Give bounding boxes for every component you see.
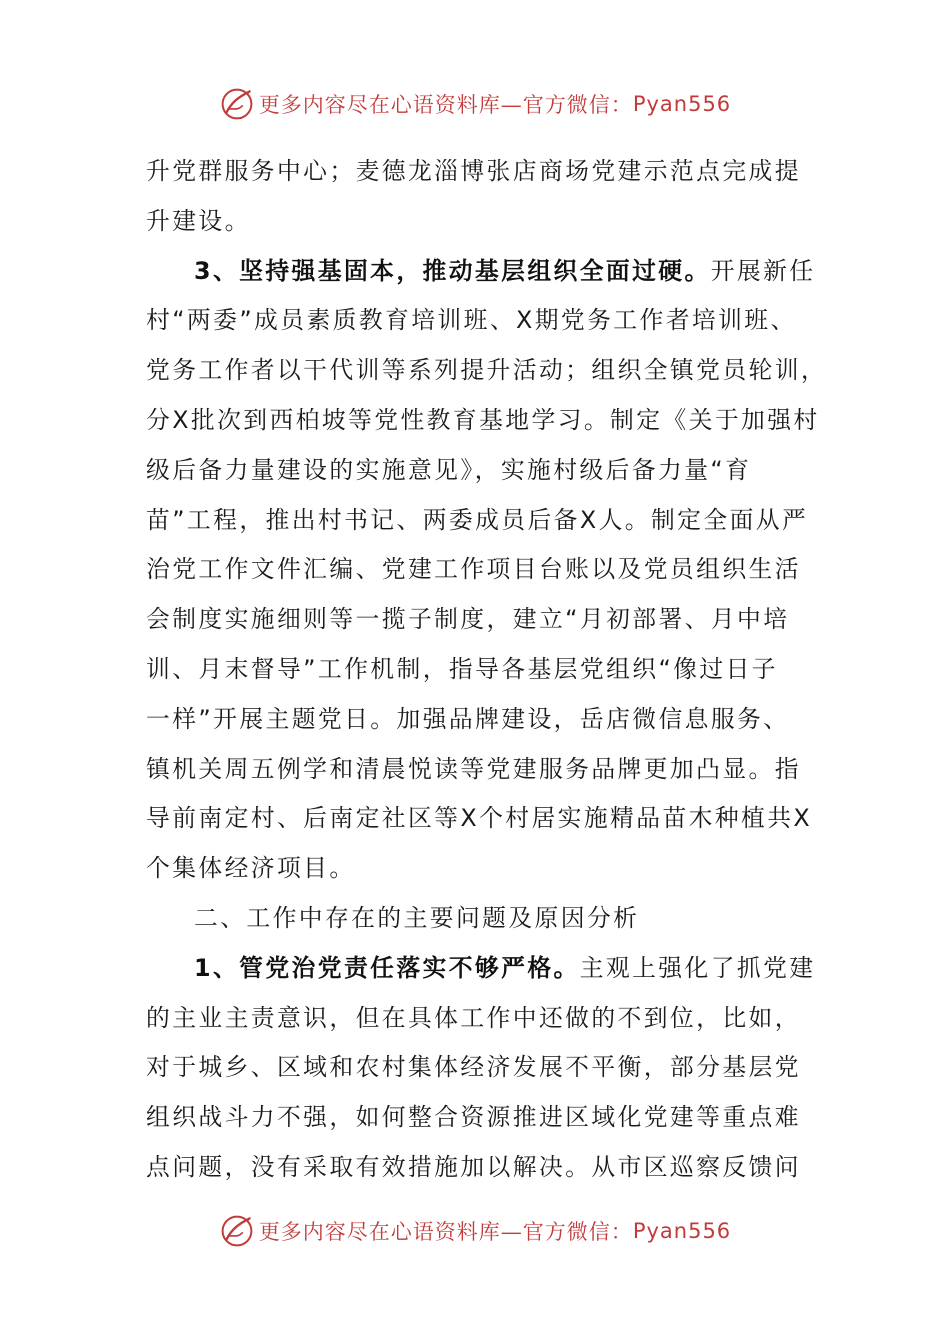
text-line: 治党工作文件汇编、党建工作项目台账以及党员组织生活 bbox=[146, 555, 801, 584]
text-segment: 主观上强化了抓党建 bbox=[579, 953, 816, 982]
text-line: 镇机关周五例学和清晨悦读等党建服务品牌更加凸显。指 bbox=[146, 754, 801, 783]
watermark-banner-bottom bbox=[0, 1211, 950, 1251]
text-line: 一样”开展主题党日。加强品牌建设，岳店微信息服务、 bbox=[146, 704, 790, 733]
text-line: 苗”工程，推出村书记、两委成员后备X人。制定全面从严 bbox=[146, 505, 809, 534]
section-heading-bold: 3、坚持强基固本，推动基层组织全面过硬。 bbox=[194, 256, 711, 285]
wechat-id: Pyan556 bbox=[632, 92, 732, 116]
text-line: 二、工作中存在的主要问题及原因分析 bbox=[194, 903, 640, 932]
text-line: 升建设。 bbox=[146, 206, 251, 235]
text-line: 对于城乡、区域和农村集体经济发展不平衡，部分基层党 bbox=[146, 1053, 801, 1082]
text-line: 分X批次到西柏坡等党性教育基地学习。制定《关于加强村 bbox=[146, 405, 820, 434]
text-line bbox=[146, 944, 816, 994]
text-segment: 开展新任 bbox=[710, 256, 816, 285]
problem-heading-bold: 1、管党治党责任落实不够严格。 bbox=[194, 953, 580, 982]
document-body bbox=[146, 147, 828, 1193]
text-line: 导前南定村、后南定社区等X个村居实施精品苗木种植共X bbox=[146, 804, 813, 833]
paragraph-section-3 bbox=[146, 247, 828, 894]
text-line: 点问题，没有采取有效措施加以解决。从市区巡察反馈问 bbox=[146, 1152, 801, 1181]
text-line: 升党群服务中心；麦德龙淄博张店商场党建示范点完成提 bbox=[146, 157, 801, 185]
paragraph-problem-1 bbox=[146, 944, 816, 1193]
text-line bbox=[146, 247, 816, 297]
text-line: 级后备力量建设的实施意见》，实施村级后备力量“育 bbox=[146, 455, 752, 484]
watermark-banner-top bbox=[0, 84, 950, 124]
text-line: 组织战斗力不强，如何整合资源推进区域化党建等重点难 bbox=[146, 1103, 801, 1132]
text-line: 的主业主责意识，但在具体工作中还做的不到位，比如， bbox=[146, 1003, 801, 1032]
watermark-text: 更多内容尽在心语资料库—官方微信： bbox=[258, 1220, 633, 1244]
text-line: 个集体经济项目。 bbox=[146, 854, 356, 883]
paragraph-continuation bbox=[146, 147, 816, 247]
watermark-text: 更多内容尽在心语资料库—官方微信： bbox=[258, 93, 633, 117]
wechat-id: Pyan556 bbox=[632, 1219, 732, 1243]
text-line: 村“两委”成员素质教育培训班、X期党务工作者培训班、 bbox=[146, 306, 797, 335]
text-line: 会制度实施细则等一揽子制度，建立“月初部署、月中培 bbox=[146, 605, 790, 634]
text-line: 党务工作者以干代训等系列提升活动；组织全镇党员轮训， bbox=[146, 356, 828, 385]
section-heading-2 bbox=[146, 894, 816, 944]
pen-signature-icon bbox=[219, 1213, 255, 1249]
text-line: 训、月末督导”工作机制，指导各基层党组织“像过日子 bbox=[146, 654, 778, 683]
pen-signature-icon bbox=[219, 86, 255, 122]
